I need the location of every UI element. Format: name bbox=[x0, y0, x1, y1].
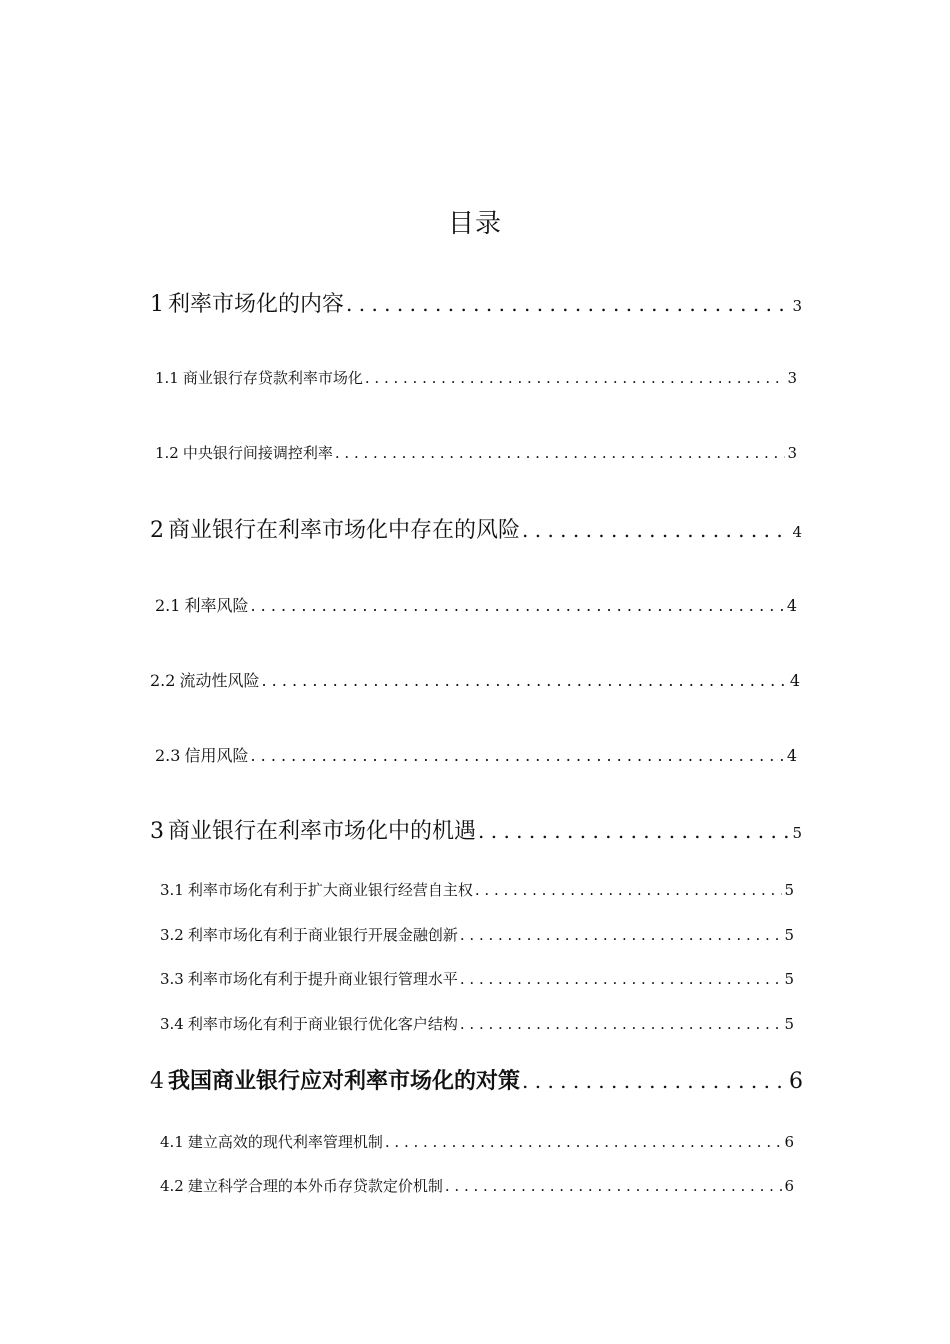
toc-entry-page: 5 bbox=[784, 926, 794, 944]
toc-entry-text: 利率市场化有利于提升商业银行管理水平 bbox=[187, 970, 458, 988]
toc-entry-4-1[interactable] bbox=[160, 1131, 794, 1152]
toc-entry-text: 流动性风险 bbox=[179, 671, 260, 690]
toc-entry-number: 1.2 bbox=[155, 444, 179, 462]
toc-leader-dots bbox=[460, 926, 783, 944]
toc-leader-dots bbox=[478, 819, 790, 843]
toc-leader-dots bbox=[460, 970, 783, 988]
toc-entry-2-3[interactable] bbox=[155, 743, 797, 766]
toc-entry-number: 2 bbox=[150, 518, 164, 543]
toc-entry-number: 2.2 bbox=[150, 671, 176, 690]
toc-entry-text: 商业银行在利率市场化中的机遇 bbox=[168, 819, 477, 844]
toc-entry-3[interactable] bbox=[150, 814, 802, 845]
toc-entry-text: 中央银行间接调控利率 bbox=[182, 444, 333, 462]
toc-leader-dots bbox=[335, 444, 786, 462]
toc-entry-text: 我国商业银行应对利率市场化的对策 bbox=[168, 1069, 521, 1094]
toc-entry-number: 3 bbox=[150, 819, 164, 844]
toc-entry-1[interactable] bbox=[150, 287, 802, 318]
toc-entry-number: 3.4 bbox=[160, 1015, 184, 1033]
toc-entry-text: 商业银行存贷款利率市场化 bbox=[182, 369, 363, 387]
toc-entry-text: 利率风险 bbox=[184, 596, 249, 615]
toc-entry-3-4[interactable] bbox=[160, 1013, 794, 1034]
toc-entry-text: 利率市场化有利于商业银行优化客户结构 bbox=[187, 1015, 458, 1033]
toc-leader-dots bbox=[460, 1015, 783, 1033]
toc-entry-number: 4 bbox=[150, 1069, 164, 1094]
toc-leader-dots bbox=[445, 1177, 783, 1195]
toc-entry-text: 利率市场化有利于商业银行开展金融创新 bbox=[187, 926, 458, 944]
toc-entry-number: 3.1 bbox=[160, 881, 184, 899]
toc-entry-1-2[interactable] bbox=[155, 442, 797, 463]
toc-leader-dots bbox=[365, 369, 786, 387]
toc-entry-page: 6 bbox=[784, 1177, 794, 1195]
toc-leader-dots bbox=[522, 518, 790, 542]
toc-entry-3-3[interactable] bbox=[160, 968, 794, 989]
toc-leader-dots bbox=[346, 292, 790, 316]
toc-entry-4-2[interactable] bbox=[160, 1175, 794, 1196]
toc-entry-page: 5 bbox=[792, 824, 802, 842]
toc-leader-dots bbox=[475, 881, 783, 899]
toc-entry-page: 3 bbox=[787, 444, 797, 462]
toc-entry-page: 5 bbox=[784, 881, 794, 899]
toc-entry-page: 3 bbox=[792, 297, 802, 315]
toc-entry-page: 6 bbox=[789, 1069, 803, 1094]
toc-entry-text: 商业银行在利率市场化中存在的风险 bbox=[168, 518, 521, 543]
toc-entry-3-1[interactable] bbox=[160, 879, 794, 900]
toc-entry-number: 2.1 bbox=[155, 596, 181, 615]
toc-entry-number: 1.1 bbox=[155, 369, 179, 387]
toc-leader-dots bbox=[385, 1133, 783, 1151]
toc-leader-dots bbox=[261, 671, 787, 690]
toc-entry-text: 建立科学合理的本外币存贷款定价机制 bbox=[187, 1177, 443, 1195]
toc-entry-text: 利率市场化有利于扩大商业银行经营自主权 bbox=[187, 881, 473, 899]
toc-entry-number: 3.2 bbox=[160, 926, 184, 944]
toc-entry-text: 信用风险 bbox=[184, 746, 249, 765]
toc-entry-2-2[interactable] bbox=[150, 668, 800, 691]
toc-entry-text: 利率市场化的内容 bbox=[168, 292, 345, 317]
toc-entry-text: 建立高效的现代利率管理机制 bbox=[187, 1133, 383, 1151]
toc-entry-1-1[interactable] bbox=[155, 367, 797, 388]
toc-entry-number: 4.1 bbox=[160, 1133, 184, 1151]
toc-entry-number: 3.3 bbox=[160, 970, 184, 988]
toc-entry-number: 4.2 bbox=[160, 1177, 184, 1195]
toc-leader-dots bbox=[522, 1069, 787, 1093]
toc-entry-page: 6 bbox=[784, 1133, 794, 1151]
toc-entry-page: 4 bbox=[786, 596, 797, 615]
toc-entry-page: 4 bbox=[789, 671, 800, 690]
toc-leader-dots bbox=[250, 746, 784, 765]
toc-entry-3-2[interactable] bbox=[160, 924, 794, 945]
toc-entry-number: 2.3 bbox=[155, 746, 181, 765]
toc-entry-page: 5 bbox=[784, 970, 794, 988]
toc-entry-page: 4 bbox=[792, 523, 802, 541]
toc-entry-page: 3 bbox=[787, 369, 797, 387]
toc-entry-2[interactable] bbox=[150, 513, 802, 544]
toc-entry-4[interactable] bbox=[150, 1064, 803, 1095]
toc-entry-page: 5 bbox=[784, 1015, 794, 1033]
toc-entry-number: 1 bbox=[150, 292, 164, 317]
toc-title: 目录 bbox=[447, 209, 502, 239]
toc-entry-2-1[interactable] bbox=[155, 593, 797, 616]
toc-entry-page: 4 bbox=[786, 746, 797, 765]
toc-leader-dots bbox=[250, 596, 784, 615]
